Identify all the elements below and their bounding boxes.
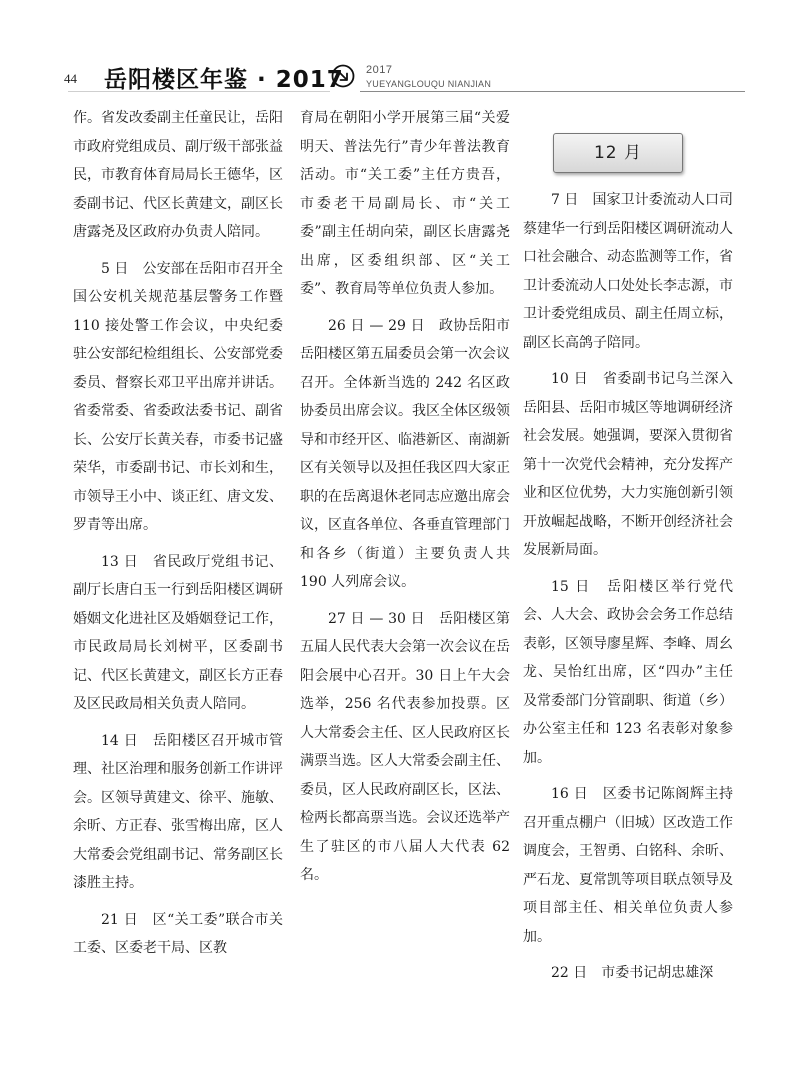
page-header <box>0 0 793 100</box>
paragraph: 16 日 区委书记陈阁辉主持召开重点棚户（旧城）区改造工作调度会，王智勇、白铭科、余昕、严石龙、夏常凯等项目联点领导及项目部主任、相关单位负责人参加。 <box>523 786 733 945</box>
paragraph: 21 日 区“关工委”联合市关工委、区委老干局、区教 <box>73 911 283 956</box>
header-year: 2017 <box>366 64 393 76</box>
paragraph: 10 日 省委副书记乌兰深入岳阳县、岳阳市城区等地调研经济社会发展。她强调，要深入贯彻省第十一次党代会精神，充分发挥产业和区位优势，大力实施创新引领开放崛起战略，不断开创经济社会发展新局面。 <box>523 371 733 558</box>
book-title: 岳阳楼区年鉴 · 2017 <box>104 67 344 93</box>
header-pinyin: YUEYANGLOUQU NIANJIAN <box>366 79 492 89</box>
month-heading: 12 月 <box>553 133 683 173</box>
paragraph: 26 日 — 29 日 政协岳阳市岳阳楼区第五届委员会第一次会议召开。全体新当选的 242 名区政协委员出席会议。我区全体区级领导和市经开区、临港新区、南湖新区有关领导以及担任我区四大家正职的在岳离退休老同志应邀出席会议，区直各单位、各垂直管理部门和各乡（街道）主要负责人共 190 人列席会议。 <box>300 317 510 590</box>
header-divider-right <box>360 91 745 92</box>
paragraph: 22 日 市委书记胡忠雄深 <box>551 965 714 981</box>
text-column-2 <box>300 104 510 890</box>
paragraph: 13 日 省民政厅党组书记、副厅长唐白玉一行到岳阳楼区调研婚姻文化进社区及婚姻登记工作，市民政局局长刘树平，区委副书记、代区长黄建文，副区长方正春及区民政局相关负责人陪同。 <box>73 553 283 712</box>
paragraph: 27 日 — 30 日 岳阳楼区第五届人民代表大会第一次会议在岳阳会展中心召开。30 日上午大会选举，256 名代表参加投票。区人大常委会主任、区人民政府区长满票当选。区人大常委会副主任、委员，区人民政府副区长，区法、检两长都高票当选。会议还选举产生了驻区的市八届人大代表 62 名。 <box>300 610 510 883</box>
circle-arrow-down-icon <box>331 64 355 88</box>
paragraph: 5 日 公安部在岳阳市召开全国公安机关规范基层警务工作暨 110 接处警工作会议，中央纪委驻公安部纪检组组长、公安部党委委员、督察长邓卫平出席并讲话。省委常委、省委政法委书记、副省长、公安厅长黄关春，市委书记盛荣华，市委副书记、市长刘和生，市领导王小中、谈正红、唐文发、罗青等出席。 <box>73 260 283 533</box>
paragraph: 作。省发改委副主任童民让，岳阳市政府党组成员、副厅级干部张益民，市教育体育局局长王德华，区委副书记、代区长黄建文，副区长唐露尧及区政府办负责人陪同。 <box>73 110 283 240</box>
paragraph: 15 日 岳阳楼区举行党代会、人大会、政协会会务工作总结表彰，区领导廖星辉、李峰、周幺龙、吴怡红出席，区“四办”主任及常委部门分管副职、街道（乡）办公室主任和 123 名表彰对象参加。 <box>523 578 733 766</box>
text-column-3 <box>523 186 733 988</box>
paragraph: 7 日 国家卫计委流动人口司蔡建华一行到岳阳楼区调研流动人口社会融合、动态监测等工作，省卫计委流动人口处处长李志源，市卫计委党组成员、副主任周立标，副区长高鸽子陪同。 <box>523 192 733 351</box>
paragraph: 育局在朝阳小学开展第三届“关爱明天、普法先行”青少年普法教育活动。市“关工委”主任方贵吾，市委老干局副局长、市“关工委”副主任胡向荣，副区长唐露尧出席，区委组织部、区“关工委”、教育局等单位负责人参加。 <box>300 110 510 297</box>
page-number: 44 <box>64 71 77 86</box>
header-divider-left <box>68 91 330 92</box>
paragraph: 14 日 岳阳楼区召开城市管理、社区治理和服务创新工作讲评会。区领导黄建文、徐平、施敏、余昕、方正春、张雪梅出席，区人大常委会党组副书记、常务副区长漆胜主持。 <box>73 732 283 891</box>
text-column-1 <box>73 104 283 963</box>
